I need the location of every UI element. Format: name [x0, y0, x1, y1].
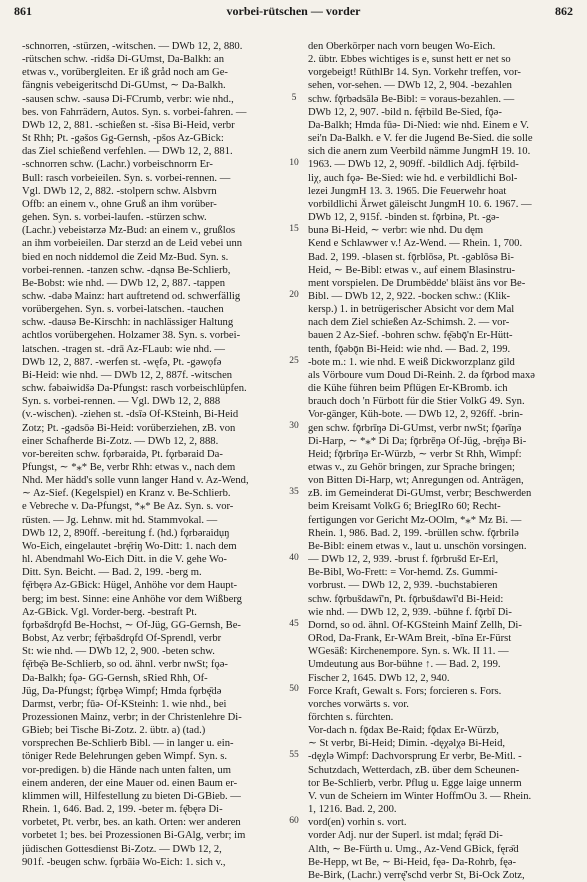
line-number: 5: [291, 92, 297, 103]
text-line: Bi-Heid: wie nhd. — DWb 12, 2, 887f. -witschen: [22, 369, 233, 381]
text-line: Wo-Eich, eingelautet -brę̄riŋ Wo-Ditt: 1. nach dem: [22, 540, 237, 552]
text-line: vorbetet, Pt. verbr, bes. an kath. Orten: wer anderen: [22, 817, 241, 829]
text-line: V. vun de Scheiern im Winter HoffmOu 3. — Rhein.: [308, 790, 532, 802]
text-line: vorbei-rennen. -tanzen schw. -dąnsə Be-Schlierb,: [22, 264, 231, 276]
text-line: Bad. 2, 199. -blasen st. fǭrblōsə, Pt. -gəblōsə Bi-: [308, 251, 514, 263]
text-line: 901f. -beugen schw. fǫrbāiə Wo-Eich: 1. sich v.,: [22, 856, 226, 868]
text-line: etwas v., zu Gehör bringen, zur Sprache bringen;: [308, 462, 515, 473]
text-line: vorgebeigt! RüthlBr 14. Syn. Vorkehr treffen, vor-: [308, 67, 521, 79]
text-line: Be-Bibl, Wo-Frett: = Vor-hemd. Zs. Gummi-: [308, 567, 498, 579]
text-line: vorsprechen Be-Schlierb Bibl. — in langer u. ein-: [22, 738, 234, 750]
text-line: sich die anern zum Veerbild nämme JungmH 19. 10.: [308, 146, 531, 158]
text-line: Bull: rasch vorbeieilen. Syn. s. vorbei-rennen. —: [22, 172, 231, 184]
line-number: 60: [289, 815, 299, 826]
text-line: brauch doch 'n Fürbott für die Stier VolkG 49. Syn.: [308, 396, 525, 408]
text-line: vorbrust. — DWb 12, 2, 939. -buchstabieren: [308, 580, 498, 592]
text-line: bauen 2 Az-Sief. -bohren schw. fę̄əbǭ'n Er-Hütt-: [308, 330, 513, 342]
text-line: zB. im Gemeinderat Di-GUmst, verbr; Beschwerden: [308, 488, 532, 500]
text-line: Di-Harp, ∼ *⁎* Di Da; fǭrbrēŋə Of-Jüg, -brę̄ŋə Bi-: [308, 435, 527, 447]
text-line: vor-predigen. b) die Hände nach unten falten, um: [22, 764, 231, 776]
text-line: (v.-wischen). -ziehen st. -dsīə Of-KSteinh, Bi-Heid: [22, 409, 239, 421]
text-line: die Kühe führen beim Pflügen Er-KBromb. ich: [308, 383, 508, 395]
text-line: 2. übtr. Ebbes wichtiges is e, sunst hett er net so: [308, 54, 511, 66]
text-line: bied en noch niddemol die Zeid Mz-Bud. Syn. s.: [22, 251, 229, 263]
text-line: förchten s. fürchten.: [308, 711, 394, 723]
text-line: Be-Birk, (Lachr.) verrę̄'schd verbr St, Bi-Ock Zotz,: [308, 869, 525, 881]
line-number: 20: [289, 289, 299, 300]
text-line: schw. fǭrbušdawī'n, Pt. fǭrbušdawī'd Bi-Heid:: [308, 593, 504, 605]
text-line: St Rhh; Pt. -gəšos Gg-Gernsh, -pšos Az-GBick:: [22, 133, 224, 145]
text-line: kersp.) 1. in betrügerischer Absicht vor dem Mal: [308, 304, 515, 316]
text-line: lezei JungmH 13. 3. 1965. Die Feuerwehr hoat: [308, 185, 507, 197]
text-line: latschen. -tragen st. -drā Az-FLaub: wie nhd. —: [22, 343, 225, 355]
text-line: Nhd. Mer hädd's solle vunn langer Hand v. Az-Wend,: [22, 475, 249, 487]
text-line: ORod, Da-Frank, Er-WAm Breit, -bīnə Er-Fürst: [308, 633, 512, 645]
text-line: Vor-dach n. fǭdax Be-Raid; fǭdax Er-Würzb,: [308, 725, 499, 737]
text-line: achtlos vorübergehen. Holzamer 38. Syn. s. vorbei-: [22, 330, 241, 342]
text-line: liχ, auch fǫə- Be-Sied: wie hd. e verbildlichi Bol-: [308, 172, 518, 184]
text-line: Be-Hepp, wt Be, ∼ Bi-Heid, fęə- Da-Rohrb, fęə-: [308, 856, 517, 868]
text-line: nach dem Ziel schießen Az-Schimsh. 2. — vor-: [308, 317, 510, 329]
text-line: tenth, fǭəbǭn Bi-Heid: wie nhd. — Bad. 2, 199.: [308, 343, 511, 355]
text-line: sehen, vor-sehen. — DWb 12, 2, 904. -bezahlen: [308, 80, 512, 92]
text-line: DWb 12, 2, 887. -werfen st. -węfə, Pt. -gəwọfə: [22, 356, 222, 368]
text-line: schw. -dausə Be-Kirschh: in nachlässiger Haltung: [22, 317, 234, 329]
text-line: fę̄rbę̄ǝ Be-Schlierb, so od. ähnl. verbr nwSt; fǫə-: [22, 659, 228, 671]
right-column: [308, 40, 576, 882]
text-line: 1, 1216. Bad. 2, 200.: [308, 804, 397, 816]
text-line: Fischer 2, 1645. DWb 12, 2, 940.: [308, 672, 450, 684]
text-line: töniger Rede Belehrungen geben Wimpf. Syn. s.: [22, 751, 228, 763]
text-line: Dornd, so od. ähnl. Of-KGSteinh Mainf Zellh, Di-: [308, 619, 522, 631]
text-line: Heid; fǭrbrīŋə Er-Würzb, ∼ verbr St Rhh, Wimpf:: [308, 448, 522, 460]
text-line: einer Schafherde Bi-Zotz. — DWb 12, 2, 888.: [22, 435, 219, 447]
text-line: GBieb; bei Tische Bi-Zotz. 2. übtr. a) (tad.): [22, 725, 206, 737]
text-line: (Lachr.) vebeistərzə Mz-Bud: an einem v., grußlos: [22, 225, 236, 237]
text-line: Vor-gänger, Küh-bote. — DWb 12, 2, 926ff. -brin-: [308, 409, 523, 421]
text-line: St: wie nhd. — DWb 12, 2, 900. -beten schw.: [22, 646, 215, 658]
text-line: Rhein. 1, 986. Bad. 2, 199. -brüllen schw. fǭrbrilə: [308, 527, 519, 539]
text-line: 1963. — DWb 12, 2, 909ff. -bildlich Adj. fę̄rbild-: [308, 159, 519, 171]
text-line: tor Be-Schlierb, verbr. Pflug u. Egge laige unnerm: [308, 777, 522, 789]
text-line: Da-Balkh; Hmda fūə- Di-Nied: wie nhd. Einem e V.: [308, 119, 529, 131]
text-line: berg; im best. Sinne: eine Anhöhe vor dem Wißberg: [22, 593, 242, 605]
text-line: -bote m.: 1. wie nhd. E weiß Dickworzplanz gild: [308, 356, 515, 368]
line-number: 50: [289, 684, 299, 695]
text-line: rüsten. — Jg. Lehnw. mit hd. Stammvokal. —: [22, 514, 218, 526]
line-number: 45: [289, 618, 299, 629]
text-line: Umdeutung aus Bor-bühne ↑. — Bad. 2, 199.: [308, 659, 501, 671]
text-line: fę̄rbęrǝ Az-GBick: Hügel, Anhöhe vor dem Haupt-: [22, 580, 238, 592]
text-line: Force Kraft, Gewalt s. Fors; forcieren s. Fors.: [308, 685, 502, 697]
text-line: klimmen will, Hilfestellung zu bieten Di-GBieb. —: [22, 790, 241, 802]
text-line: vorches vorwärts s. vor.: [308, 698, 409, 710]
text-line: vorder Adj. nur der Superl. ist mdal; fęrə̄d Di-: [308, 830, 503, 842]
text-line: Pfungst, ∼ *⁎* Be, verbr Rhh: etwas v., nach dem: [22, 462, 236, 473]
text-line: sei'n Da-Balkh. e V. fer die Jugend Be-Sied. die solle: [308, 133, 533, 145]
text-line: fǫrbəšdrǫfd Be-Hochst, ∼ Of-Jüg, GG-Gernsh, Be-: [22, 619, 241, 631]
text-line: DWb 12, 2, 915f. -binden st. fǭrbinə, Pt. -gə-: [308, 212, 500, 224]
line-number: 15: [289, 224, 299, 235]
text-line: hl. Abendmahl Wo-Eich Ditt. in die V. gehe Wo-: [22, 554, 227, 566]
text-line: ∼ St verbr, Bi-Heid; Dimin. -dęχəlχə Bi-Heid,: [308, 738, 506, 750]
text-line: -dęχlə Wimpf: Dachvorsprung Er verbr, Be-Mitl. -: [308, 751, 522, 763]
text-line: vorbetet 1; bes. bei Prozessionen Bi-GAlg, verbr; im: [22, 830, 246, 842]
text-line: vorbildlichi Ärwet gäleischt JungmH 10. 6. 1967. —: [308, 198, 532, 210]
text-line: -schnorren, -stürzen, -witschen. — DWb 12, 2, 880.: [22, 41, 243, 52]
text-line: Vgl. DWb 12, 2, 882. -stolpern schw. Alsbvrn: [22, 185, 217, 197]
text-line: gen schw. fǭrbrīŋə Di-GUmst, verbr nwSt; fǭərīŋə: [308, 422, 522, 434]
text-line: vorübergehen. Syn. s. vorbei-latschen. -tauchen: [22, 304, 224, 316]
text-line: Heid, ∼ Be-Bibl: etwas v., auf einem Blasinstru-: [308, 264, 516, 276]
text-line: den Oberkörper nach vorn beugen Wo-Eich.: [308, 41, 496, 52]
text-line: fertigungen vor Gericht Mz-OOlm, *⁎* Mz Bi. —: [308, 514, 522, 526]
text-line: -schnorren schw. (Lachr.) vorbeischnorrn Er-: [22, 159, 213, 171]
text-line: als Vörboure vum Doud Di-Reinh. 2. də fǭrbod maxə: [308, 369, 535, 381]
text-line: an ihm vorbeieilen. Dar sterzd an de Leid vebei unn: [22, 238, 243, 250]
line-number: 55: [289, 750, 299, 761]
text-line: ment vorspielen. De Drumbëdde' bläist äns vor Be-: [308, 277, 526, 289]
text-line: gehen. Syn. s. vorbei-laufen. -stürzen schw.: [22, 212, 207, 224]
line-number: 10: [289, 158, 299, 169]
page-number-right: 862: [555, 4, 573, 18]
text-line: Prozessionen Mainz, verbr; in der Christenlehre Di-: [22, 711, 242, 723]
text-line: Ditt. Syn. Beicht. — Bad. 2, 199. -berg m.: [22, 567, 202, 579]
text-line: von Bitten Di-Harp, wt; Anregungen od. Anträgen,: [308, 475, 524, 487]
line-number: 30: [289, 421, 299, 432]
text-line: das Ziel schießend verfehlen. — DWb 12, 2, 881.: [22, 146, 233, 158]
text-line: jüdischen Gottesdienst Bi-Zotz. — DWb 12, 2,: [22, 843, 222, 855]
text-line: Zotz; Pt. -gədsōə Bi-Heid: vorüberziehen, zB. von: [22, 422, 236, 434]
text-line: Jüg, Da-Pfungst; fǭrbęǝ Wimpf; Hmda fǫrbę̄də: [22, 685, 222, 697]
text-line: ∼ Az-Sief. (Kegelspiel) en Kranz v. Be-Schlierb.: [22, 488, 231, 500]
text-line: vor-bereiten schw. fǫrbəraidə, Pt. fǫrbəraid Da-: [22, 448, 223, 460]
text-line: vord(en) vorhin s. vort.: [308, 817, 407, 829]
text-line: bunə Bi-Heid, ∼ verbr: wie nhd. Du dęm: [308, 225, 484, 237]
text-line: Be-Bobst: wie nhd. — DWb 12, 2, 887. -tappen: [22, 277, 226, 289]
text-line: Bobst, Az verbr; fę̄rbəšdrǫfd Of-Sprendl, verbr: [22, 633, 222, 645]
text-line: WGesäß: Kirchenempore. Syn. s. Wk. II 11. —: [308, 646, 509, 658]
running-title: vorbei-rütschen — vorder: [226, 4, 361, 18]
page-number-left: 861: [14, 4, 32, 18]
text-line: — DWb 12, 2, 939. -brust f. fǭrbrušd Er-Erl,: [308, 554, 499, 566]
text-line: DWb 12, 2, 881. -schießen st. -šisə Bi-Heid, verbr: [22, 119, 235, 131]
text-line: wie nhd. — DWb 12, 2, 939. -bühne f. fǭrbī Di-: [308, 606, 512, 618]
text-line: bes. von Fahrrädern, Autos. Syn. s. vorbei-fahren. —: [22, 106, 247, 118]
text-line: etwas v., vorübergleiten. Er iß gråd noch am Ge-: [22, 67, 228, 79]
text-line: DWb 12, 2, 890ff. -bereitung f. (hd.) fǫrbəraidụŋ: [22, 527, 230, 539]
text-line: DWb 12, 2, 907. -bild n. fę̄rbild Be-Sied, fǭə-: [308, 106, 502, 118]
text-line: -sausen schw. -sausə Di-FCrumb, verbr: wie nhd.,: [22, 93, 234, 105]
text-line: schw. fəbəiwidšə Da-Pfungst: rasch vorbeischlüpfen.: [22, 383, 247, 395]
text-line: Darmst, verbr; fūə- Of-KSteinh: 1. wie nhd., bei: [22, 698, 227, 710]
text-line: beim Kreisamt VolkG 6; BriegIRo 60; Recht-: [308, 501, 501, 513]
text-line: Offb: an einem v., ohne Gruß an ihm vorüber-: [22, 198, 217, 210]
text-line: Da-Balkh; fǫə- GG-Gernsh, sRied Rhh, Of-: [22, 672, 208, 684]
text-line: Syn. s. vorbei-rennen. — Vgl. DWb 12, 2, 888: [22, 396, 221, 408]
text-line: schw. fǭrbədsālə Be-Bibl: = voraus-bezahlen. —: [308, 93, 515, 105]
text-line: einem anderen, der eine Mauer od. einen Baum er-: [22, 777, 238, 789]
text-line: Az-GBick. Vgl. Vorder-berg. -bestraft Pt.: [22, 606, 197, 618]
line-number: 25: [289, 355, 299, 366]
text-line: Schutzdach, Wetterdach, zB. über dem Scheunen-: [308, 764, 520, 776]
text-line: fängnis vebeigeritschd Di-GUmst, ∼ Da-Balkh.: [22, 80, 226, 92]
left-column: [22, 40, 290, 869]
text-line: Bibl. — DWb 12, 2, 922. -bocken schw.: (Klik-: [308, 290, 511, 302]
text-line: Alth, ∼ Be-Fürth u. Umg., Az-Vend GBick, fęrə̄d: [308, 843, 519, 855]
text-line: Rhein. 1, 646. Bad. 2, 199. -beter m. fę̄bęrə Di-: [22, 804, 223, 816]
text-line: schw. -dabə Mainz: hart auftretend od. schwerfällig: [22, 290, 241, 302]
text-line: e Vebreche v. Da-Pfungst, *⁎* Be Az. Syn. s. vor-: [22, 501, 234, 513]
line-number: 40: [289, 552, 299, 563]
text-line: -rütschen schw. -ridšə Di-GUmst, Da-Balkh: an: [22, 54, 225, 66]
page-header: [14, 4, 573, 22]
line-number: 35: [289, 487, 299, 498]
text-line: Kend e Schlawwer v.! Az-Wend. — Rhein. 1, 700.: [308, 238, 523, 250]
text-line: Be-Bibl: einem etwas v., laut u. unschön vorsingen.: [308, 540, 527, 552]
